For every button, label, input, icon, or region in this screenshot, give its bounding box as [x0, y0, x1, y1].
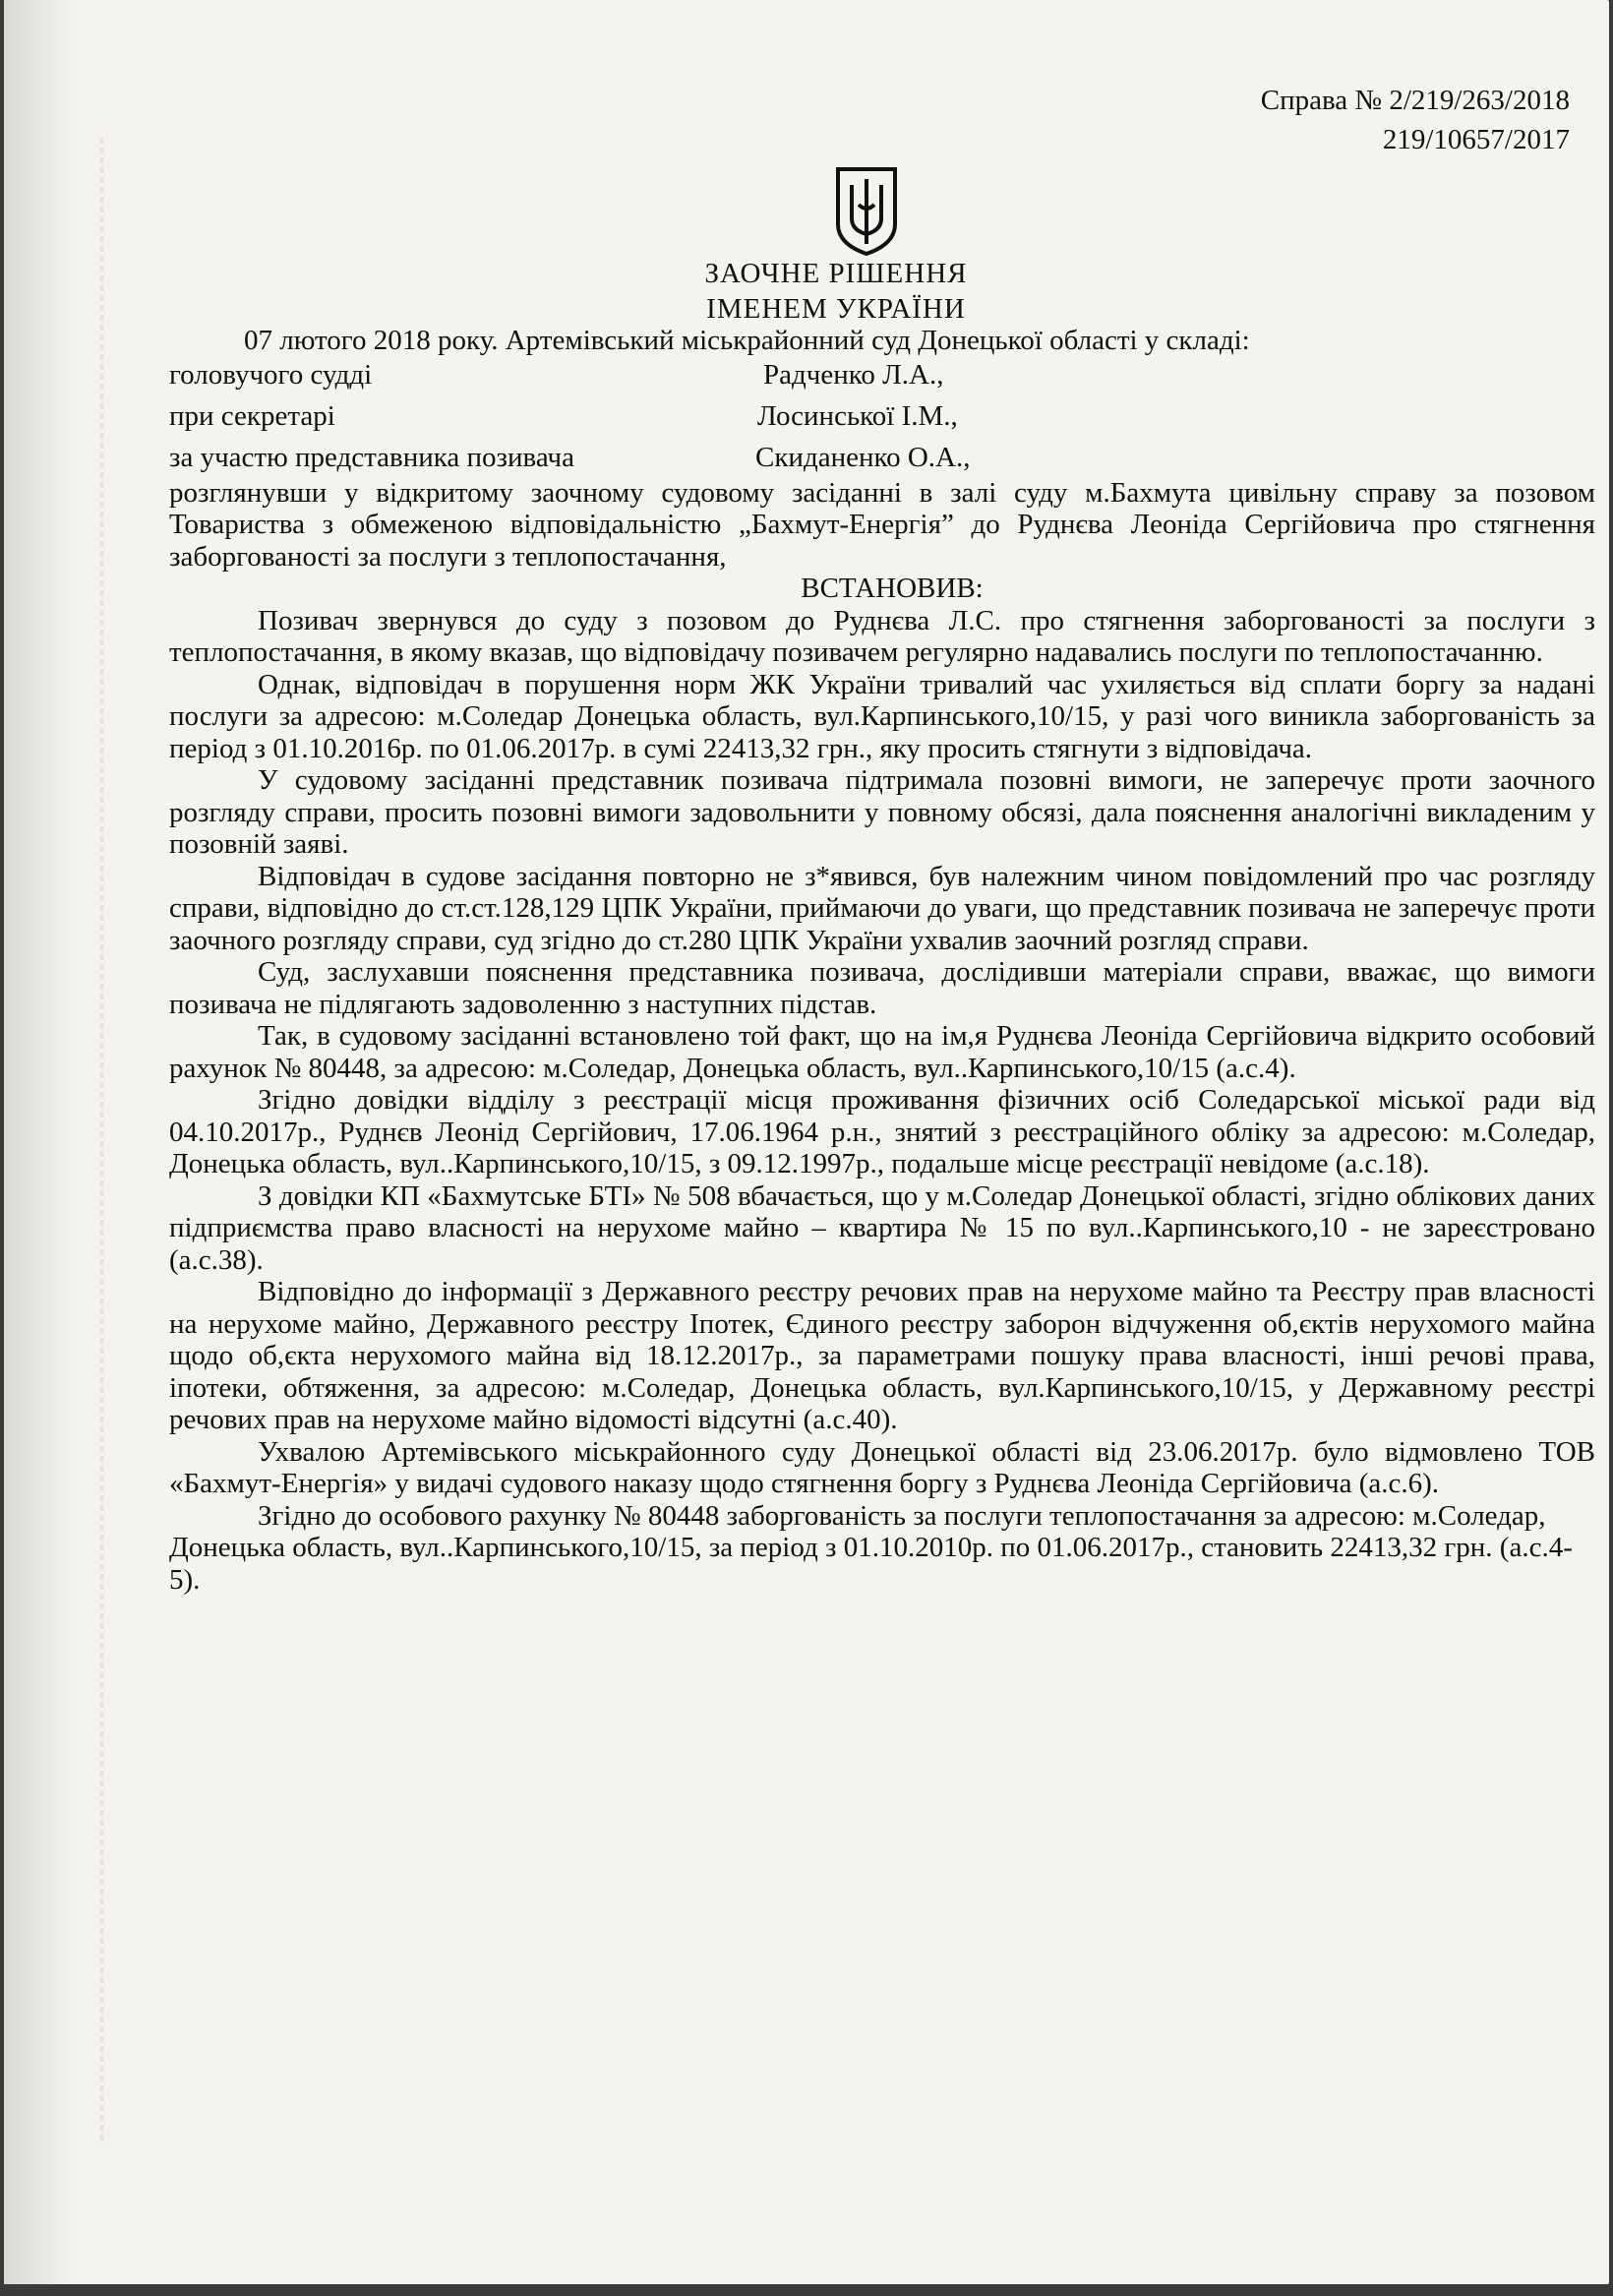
paragraph-3: У судовому засіданні представник позивача підтримала позовні вимоги, не заперечує проти заочного розгляду справи, просить позовні вимоги задовольнити у повному обсязі, дала пояснення аналогічні викладеним у позовній заяві. [169, 764, 1595, 860]
document-page [4, 0, 1609, 2284]
title-line2: ІМЕНЕМ УКРАЇНИ [706, 293, 966, 325]
case-number-line1: Справа № 2/219/263/2018 [1260, 85, 1570, 116]
panel-role-secretary: при секретарі [169, 399, 335, 432]
tryzub-emblem-icon [834, 165, 899, 256]
paragraph-6: Так, в судовому засіданні встановлено той факт, що на ім,я Руднєва Леоніда Сергійовича відкрито особовий рахунок № 80448, за адресою: м.Соледар, Донецька область, вул..Карпинського,10/15 (а.с.4). [169, 1020, 1595, 1084]
binding-thread [100, 138, 103, 2145]
panel-role-representative: за участю представника позивача [169, 441, 575, 473]
case-number [1261, 81, 1570, 159]
paragraph-8: З довідки КП «Бахмутське БТІ» № 508 вбачається, що у м.Соледар Донецької області, згідно облікових даних підприємства право власності на нерухоме майно – квартира № 15 по вул..Карпинського,10 - не зареєстровано (а.с.38). [169, 1179, 1595, 1276]
panel-name-judge: Радченко Л.А., [763, 358, 944, 391]
court-panel [169, 357, 1595, 485]
paragraph-11: Згідно до особового рахунку № 80448 заборгованість за послуги теплопостачання за адресою: м.Соледар, Донецька область, вул..Карпинського,10/15, за період з 01.10.2010р. по 01.06.2017р., становить 22413,32 грн. (а.с.4-5). [169, 1499, 1573, 1596]
considering-paragraph: розглянувши у відкритому заочному судовому засіданні в залі суду м.Бахмута цивільну справу за позовом Товариства з обмеженою відповідальністю „Бахмут-Енергія” до Руднєва Леоніда Сергійовича про стягнення заборгованості за послуги з теплопостачання, [169, 476, 1595, 573]
document-body [169, 325, 1595, 1596]
page-edge-shadow [4, 0, 73, 2284]
panel-name-representative: Скиданенко О.А., [755, 441, 971, 473]
title-line1: ЗАОЧНЕ РІШЕННЯ [704, 258, 968, 289]
paragraph-4: Відповідач в судове засідання повторно не з*явився, був належним чином повідомлений про час розгляду справи, відповідно до ст.ст.128,129 ЦПК України, приймаючи до уваги, що представник позивача не заперечує проти заочного розгляду справи, суд згідно до ст.280 ЦПК України ухвалив заочний розгляд справи. [169, 860, 1595, 956]
paragraph-1: Позивач звернувся до суду з позовом до Руднєва Л.С. про стягнення заборгованості за послуги з теплопостачання, в якому вказав, що відповідачу позивачем регулярно надавались послуги по теплопостачанню. [169, 604, 1595, 668]
paragraph-5: Суд, заслухавши пояснення представника позивача, дослідивши матеріали справи, вважає, що вимоги позивача не підлягають задоволенню з наступних підстав. [169, 956, 1595, 1020]
case-number-line2: 219/10657/2017 [1382, 124, 1570, 155]
document-title [4, 256, 1609, 327]
paragraph-7: Згідно довідки відділу з реєстрації місця проживання фізичних осіб Соледарської міської ради від 04.10.2017р., Руднєв Леонід Сергійович, 17.06.1964 р.н., знятий з реєстраційного обліку за адресою: м.Соледар, Донецька область, вул..Карпинського,10/15, з 09.12.1997р., подальше місце реєстрації невідоме (а.с.18). [169, 1084, 1595, 1179]
established-heading: ВСТАНОВИВ: [801, 573, 984, 604]
panel-role-judge: головучого судді [169, 358, 373, 391]
intro-line: 07 лютого 2018 року. Артемівський міськрайонний суд Донецької області у складі: [244, 325, 1250, 356]
panel-name-secretary: Лосинської І.М., [757, 399, 958, 432]
paragraph-2: Однак, відповідач в порушення норм ЖК України тривалий час ухиляється від сплати боргу за надані послуги за адресою: м.Соледар Донецька область, вул.Карпинського,10/15, у разі чого виникла заборгованість за період з 01.10.2016р. по 01.06.2017р. в сумі 22413,32 грн., яку просить стягнути з відповідача. [169, 668, 1595, 764]
paragraph-9: Відповідно до інформації з Державного реєстру речових прав на нерухоме майно та Реєстру прав власності на нерухоме майно, Державного реєстру Іпотек, Єдиного реєстру заборон відчуження об,єктів нерухомого майна щодо об,єкта нерухомого майна від 18.12.2017р., за параметрами пошуку права власності, інші речові права, іпотеки, обтяження, за адресою: м.Соледар, Донецька область, вул.Карпинського,10/15, у Державному реєстрі речових прав на нерухоме майно відомості відсутні (а.с.40). [169, 1276, 1595, 1435]
paragraph-10: Ухвалою Артемівського міськрайонного суду Донецької області від 23.06.2017р. було відмовлено ТОВ «Бахмут-Енергія» у видачі судового наказу щодо стягнення боргу з Руднєва Леоніда Сергійовича (а.с.6). [169, 1435, 1595, 1499]
